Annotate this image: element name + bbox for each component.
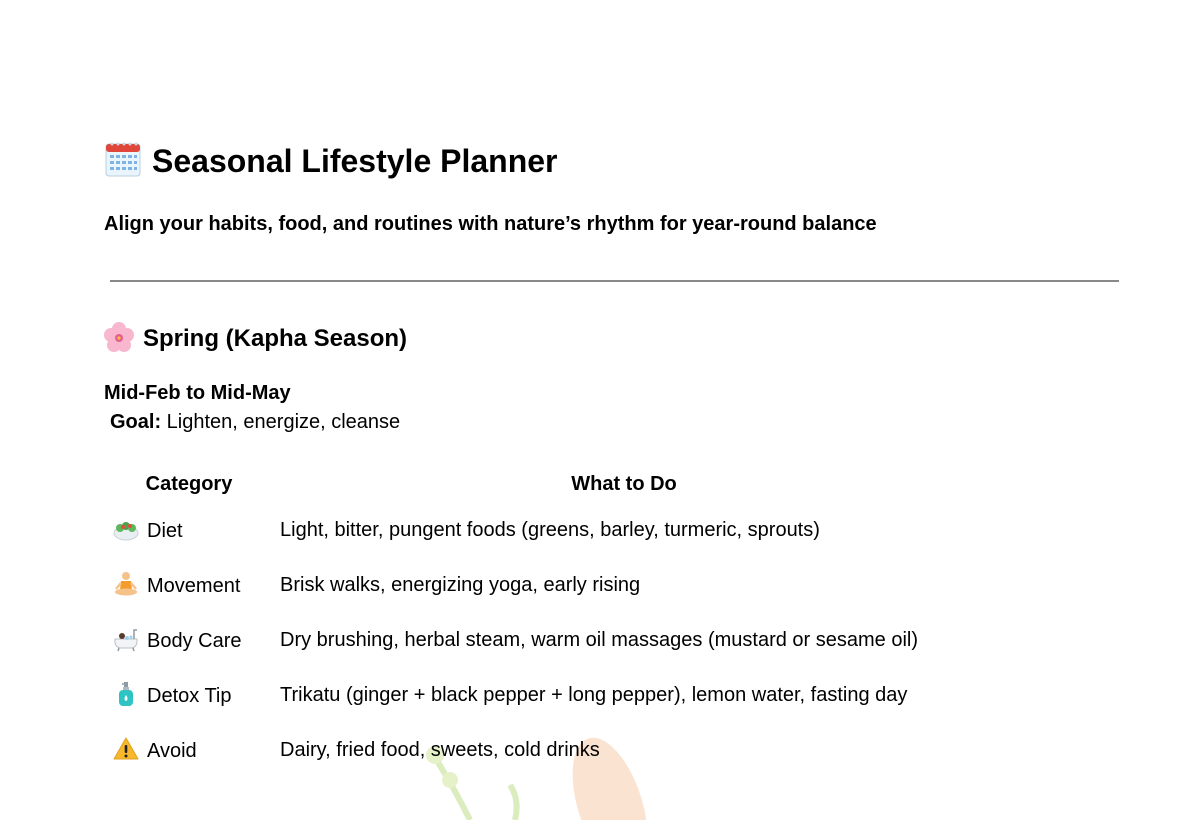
column-header-category: Category xyxy=(145,473,233,495)
category-cell xyxy=(110,622,268,677)
warning-icon xyxy=(113,736,139,762)
what-to-do-cell: Brisk walks, energizing yoga, early rising xyxy=(280,574,641,596)
season-title-text: Spring (Kapha Season) xyxy=(143,325,408,352)
what-to-do-cell: Light, bitter, pungent foods (greens, barley, turmeric, sprouts) xyxy=(280,519,820,541)
salad-icon xyxy=(113,516,139,542)
goal-label: Goal: xyxy=(110,411,162,433)
season-plan-table xyxy=(110,466,980,787)
what-to-do-cell: Trikatu (ginger + black pepper + long pepper), lemon water, fasting day xyxy=(280,684,908,706)
table-row xyxy=(110,622,980,677)
category-cell xyxy=(110,512,268,567)
goal-value: Lighten, energize, cleanse xyxy=(161,411,401,433)
calendar-icon xyxy=(104,140,142,178)
meditation-icon xyxy=(113,571,139,597)
table-header-row xyxy=(110,466,980,512)
cherry-blossom-icon xyxy=(104,322,134,352)
column-header-what-to-do: What to Do xyxy=(571,473,677,495)
what-to-do-cell: Dairy, fried food, sweets, cold drinks xyxy=(280,739,600,761)
category-cell xyxy=(110,677,268,732)
season-heading xyxy=(104,322,407,354)
table-row xyxy=(110,567,980,622)
category-label: Diet xyxy=(147,520,183,542)
page-title xyxy=(104,140,558,182)
season-goal xyxy=(110,410,400,434)
page-title-text: Seasonal Lifestyle Planner xyxy=(152,143,558,179)
category-label: Detox Tip xyxy=(147,685,232,707)
category-label: Avoid xyxy=(147,740,197,762)
table-row xyxy=(110,512,980,567)
lotion-bottle-icon xyxy=(113,681,139,707)
category-label: Movement xyxy=(147,575,241,597)
table-row xyxy=(110,677,980,732)
category-cell xyxy=(110,732,268,787)
page-subtitle: Align your habits, food, and routines with nature’s rhythm for year-round balance xyxy=(104,213,877,235)
category-cell xyxy=(110,567,268,622)
table-row xyxy=(110,732,980,787)
what-to-do-cell: Dry brushing, herbal steam, warm oil massages (mustard or sesame oil) xyxy=(280,629,918,651)
horizontal-divider xyxy=(110,280,1119,282)
category-label: Body Care xyxy=(147,630,242,652)
season-dates: Mid-Feb to Mid-May xyxy=(104,382,291,404)
bathtub-icon xyxy=(113,626,139,652)
